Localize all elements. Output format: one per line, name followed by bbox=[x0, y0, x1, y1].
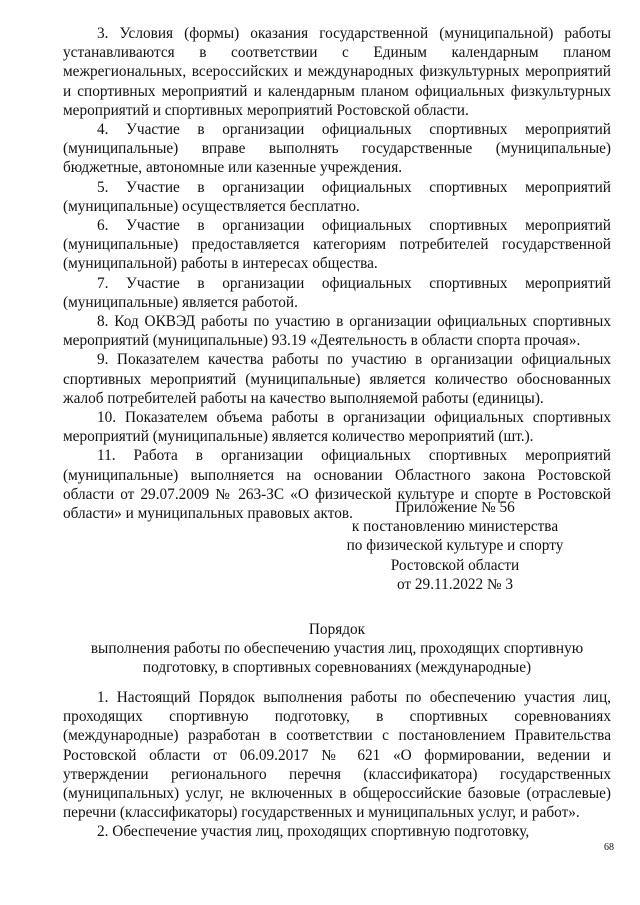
appendix-header bbox=[340, 498, 570, 594]
order-heading bbox=[63, 620, 611, 678]
paragraph-3: 3. Условия (формы) оказания государственной (муниципальной) работы устанавливаются в соответствии с Единым календарным планом межрегиональных, всероссийских и международных физкультурных мероприятий и спортивных мероприятий и календарным планом официальных физкультурных мероприятий и спортивных мероприятий Ростовской области. bbox=[63, 25, 611, 119]
order-paragraph-1: 1. Настоящий Порядок выполнения работы по обеспечению участия лиц, проходящих спортивную подготовку, в спортивных соревнованиях (международные) разработан в соответствии с постановлением Правительства Ростовской области от 06.09.2017 № 621 «О формировании, ведении и утверждении регионального перечня (классификатора) государственных (муниципальных) услуг, не включенных в общероссийские базовые (отраслевые) перечни (классификаторы) государственных и муниципальных услуг, и работ». bbox=[63, 689, 611, 822]
appendix-number: Приложение № 56 bbox=[395, 499, 515, 516]
paragraph-6: 6. Участие в организации официальных спортивных мероприятий (муниципальные) предоставляется категориям потребителей государственной (муниципальной) работы в интересах общества. bbox=[63, 217, 611, 273]
page-number: 68 bbox=[604, 842, 614, 853]
order-subtitle-line-1: выполнения работы по обеспечению участия лиц, проходящих спортивную bbox=[90, 640, 584, 658]
body-text-bottom bbox=[63, 688, 611, 842]
order-subtitle-line-2: подготовку, в спортивных соревнованиях (международные) bbox=[142, 659, 532, 677]
paragraph-11: 11. Работа в организации официальных спортивных мероприятий (муниципальные) выполняется на основании Областного закона Ростовской области от 29.07.2009 № 263-ЗС «О физической культуре и спорте в Ростовской области» и муниципальных правовых актов. bbox=[63, 447, 611, 523]
appendix-date-line: от 29.11.2022 № 3 bbox=[396, 575, 514, 593]
appendix-region-line: Ростовской области bbox=[390, 556, 520, 574]
appendix-ministry-line: по физической культуре и спорту bbox=[346, 537, 564, 555]
paragraph-4: 4. Участие в организации официальных спортивных мероприятий (муниципальные) вправе выполнять государственные (муниципальные) бюджетные, автономные или казенные учреждения. bbox=[63, 121, 611, 177]
body-text-top bbox=[63, 24, 611, 523]
appendix-ref-line: к постановлению министерства bbox=[351, 518, 559, 536]
order-title: Порядок bbox=[308, 621, 366, 638]
paragraph-9: 9. Показателем качества работы по участию в организации официальных спортивных мероприятий (муниципальные) является количество обоснованных жалоб потребителей работы на качество выполняемой работы (единицы). bbox=[63, 351, 611, 407]
paragraph-8: 8. Код ОКВЭД работы по участию в организации официальных спортивных мероприятий (муниципальные) 93.19 «Деятельность в области спорта прочая». bbox=[63, 313, 611, 350]
paragraph-10: 10. Показателем объема работы в организации официальных спортивных мероприятий (муниципальные) является количество мероприятий (шт.). bbox=[63, 409, 611, 446]
paragraph-7: 7. Участие в организации официальных спортивных мероприятий (муниципальные) является работой. bbox=[63, 274, 611, 311]
order-paragraph-2: 2. Обеспечение участия лиц, проходящих спортивную подготовку, bbox=[97, 823, 530, 841]
paragraph-5: 5. Участие в организации официальных спортивных мероприятий (муниципальные) осуществляется бесплатно. bbox=[63, 178, 611, 215]
